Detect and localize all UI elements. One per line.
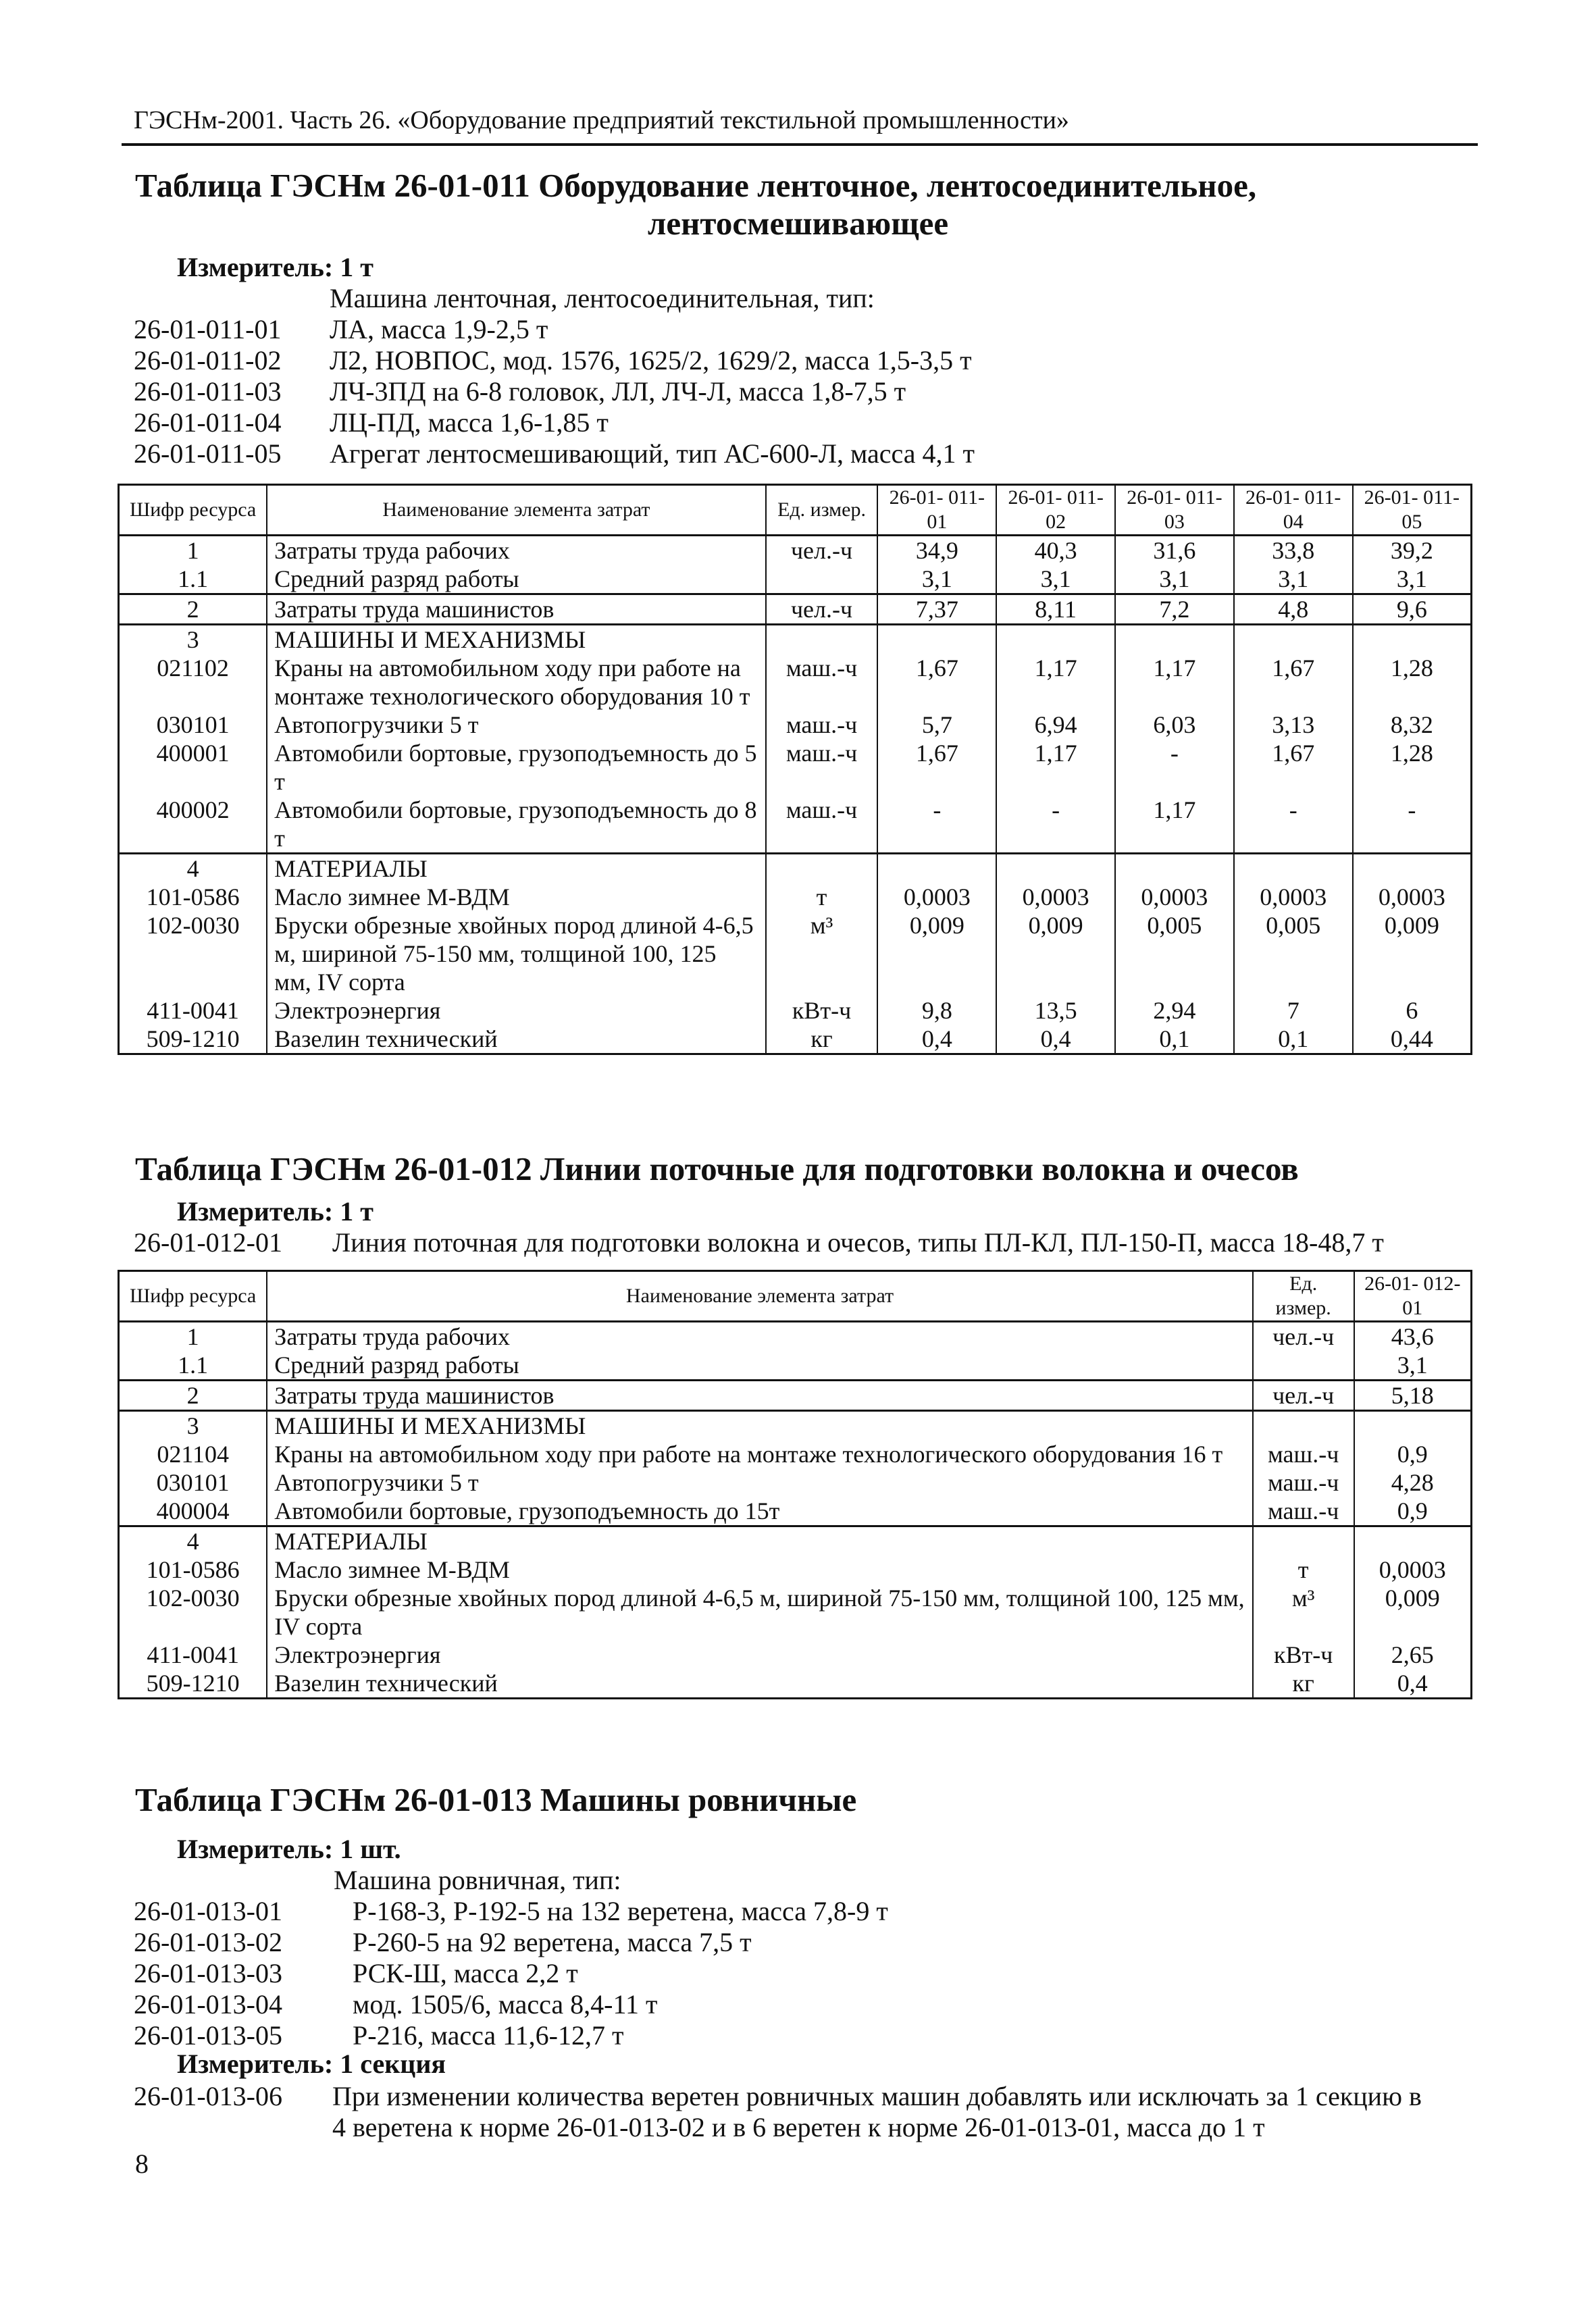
- table-011-intro: Машина ленточная, лентосоединительная, тип:: [330, 283, 875, 313]
- resource-code: 509-1210: [119, 1025, 267, 1054]
- header-col: 26-01- 011-04: [1234, 485, 1353, 536]
- norm-value: 7,37: [877, 594, 996, 625]
- item-code: 26-01-011-01: [134, 314, 282, 344]
- row-group: [119, 625, 1472, 854]
- table-011-title: Таблица ГЭСНм 26-01-011 Оборудование ленточное, лентосоединительное,: [135, 167, 1257, 204]
- resource-code: 509-1210: [119, 1669, 267, 1699]
- norm-value: 39,2: [1353, 536, 1472, 565]
- cost-element-name: Автомобили бортовые, грузоподъемность до 5 т: [267, 739, 765, 796]
- table-row: [119, 1411, 1472, 1441]
- table-011-title-cont: лентосмешивающее: [647, 205, 949, 242]
- norm-value: 8,32: [1353, 711, 1472, 739]
- table-012-measure: Измеритель: 1 т: [177, 1196, 374, 1227]
- norm-value: 3,1: [1115, 565, 1234, 594]
- norm-value: 1,67: [1234, 739, 1353, 796]
- resource-code: 1: [119, 536, 267, 565]
- table-row: [119, 1497, 1472, 1526]
- unit: кг: [766, 1025, 878, 1054]
- item-description: Р-216, масса 11,6-12,7 т: [353, 2020, 624, 2051]
- norm-value: 6: [1353, 996, 1472, 1025]
- item-description-cont: 4 веретена к норме 26-01-013-02 и в 6 веретен к норме 26-01-013-01, масса до 1 т: [332, 2112, 1265, 2142]
- norm-value: 2,65: [1354, 1641, 1472, 1669]
- norm-value: 0,1: [1234, 1025, 1353, 1054]
- cost-element-name: МАШИНЫ И МЕХАНИЗМЫ: [267, 625, 765, 654]
- table-row: [119, 796, 1472, 854]
- resource-code: 030101: [119, 711, 267, 739]
- unit: м³: [766, 911, 878, 996]
- cost-element-name: Затраты труда рабочих: [267, 536, 765, 565]
- unit: чел.-ч: [1253, 1322, 1354, 1352]
- norm-value: 0,0003: [1234, 883, 1353, 911]
- resource-code: 4: [119, 854, 267, 883]
- row-group: [119, 1526, 1472, 1699]
- norm-value: 0,005: [1234, 911, 1353, 996]
- table-row: [119, 536, 1472, 565]
- norm-value: 6,03: [1115, 711, 1234, 739]
- table-012-header: [119, 1271, 1472, 1322]
- item-code: 26-01-011-02: [134, 345, 282, 376]
- norm-value: [996, 854, 1115, 883]
- norm-value: 33,8: [1234, 536, 1353, 565]
- running-header: ГЭСНм-2001. Часть 26. «Оборудование предприятий текстильной промышленности»: [134, 106, 1069, 134]
- cost-element-name: Вазелин технический: [267, 1669, 1252, 1699]
- norm-value: 0,009: [1353, 911, 1472, 996]
- norm-value: 0,1: [1115, 1025, 1234, 1054]
- unit: т: [1253, 1555, 1354, 1584]
- item-description: ЛЧ-3ПД на 6-8 головок, ЛЛ, ЛЧ-Л, масса 1,8-7,5 т: [330, 376, 906, 407]
- norm-value: [1354, 1526, 1472, 1556]
- norm-value: 2,94: [1115, 996, 1234, 1025]
- table-row: [119, 1440, 1472, 1468]
- unit: кг: [1253, 1669, 1354, 1699]
- norm-value: 31,6: [1115, 536, 1234, 565]
- table-row: [119, 565, 1472, 594]
- table-011-measure: Измеритель: 1 т: [177, 252, 374, 282]
- cost-element-name: Бруски обрезные хвойных пород длиной 4-6,5 м, шириной 75-150 мм, толщиной 100, 125 мм, IV сорта: [267, 1584, 1252, 1641]
- unit: кВт-ч: [766, 996, 878, 1025]
- norm-value: 3,1: [1353, 565, 1472, 594]
- row-group: [119, 536, 1472, 594]
- header-code: Шифр ресурса: [119, 485, 267, 536]
- table-row: [119, 854, 1472, 883]
- norm-value: 1,17: [996, 739, 1115, 796]
- norm-value: 3,13: [1234, 711, 1353, 739]
- norm-value: 1,28: [1353, 654, 1472, 711]
- cost-element-name: Средний разряд работы: [267, 565, 765, 594]
- cost-element-name: Вазелин технический: [267, 1025, 765, 1054]
- unit: маш.-ч: [766, 796, 878, 854]
- norm-value: 1,17: [996, 654, 1115, 711]
- resource-code: 021104: [119, 1440, 267, 1468]
- table-row: [119, 1641, 1472, 1669]
- norm-value: 1,17: [1115, 654, 1234, 711]
- cost-element-name: Краны на автомобильном ходу при работе на монтаже технологического оборудования 10 т: [267, 654, 765, 711]
- norm-value: 5,7: [877, 711, 996, 739]
- norm-value: 5,18: [1354, 1381, 1472, 1411]
- item-code: 26-01-011-04: [134, 407, 282, 438]
- header-unit: Ед. измер.: [766, 485, 878, 536]
- unit: т: [766, 883, 878, 911]
- norm-value: 3,1: [1234, 565, 1353, 594]
- norm-value: 7: [1234, 996, 1353, 1025]
- table-row: [119, 739, 1472, 796]
- norm-value: 0,0003: [1115, 883, 1234, 911]
- resource-code: 1.1: [119, 1351, 267, 1381]
- norm-value: 0,44: [1353, 1025, 1472, 1054]
- unit: [1253, 1526, 1354, 1556]
- table-row: [119, 1526, 1472, 1556]
- header-col: 26-01- 011-03: [1115, 485, 1234, 536]
- resource-code: 101-0586: [119, 1555, 267, 1584]
- row-group: [119, 854, 1472, 1054]
- cost-element-name: Затраты труда рабочих: [267, 1322, 1252, 1352]
- norm-value: 0,4: [877, 1025, 996, 1054]
- item-description: Р-260-5 на 92 веретена, масса 7,5 т: [353, 1927, 752, 1957]
- resource-code: 1: [119, 1322, 267, 1352]
- row-group: [119, 1322, 1472, 1381]
- cost-element-name: Электроэнергия: [267, 1641, 1252, 1669]
- norm-value: 0,0003: [1354, 1555, 1472, 1584]
- item-code: 26-01-013-03: [134, 1958, 282, 1988]
- norm-value: -: [1115, 739, 1234, 796]
- resource-code: 400002: [119, 796, 267, 854]
- norm-value: 1,28: [1353, 739, 1472, 796]
- item-description: Р-168-3, Р-192-5 на 132 веретена, масса 7,8-9 т: [353, 1896, 888, 1926]
- cost-element-name: Автомобили бортовые, грузоподъемность до 15т: [267, 1497, 1252, 1526]
- item-description: При изменении количества веретен ровничных машин добавлять или исключать за 1 секцию в: [332, 2081, 1422, 2111]
- resource-code: 4: [119, 1526, 267, 1556]
- table-013-measure: Измеритель: 1 шт.: [177, 1834, 401, 1864]
- norm-value: 4,8: [1234, 594, 1353, 625]
- item-description: Агрегат лентосмешивающий, тип АС-600-Л, масса 4,1 т: [330, 438, 975, 469]
- table-row: [119, 1322, 1472, 1352]
- cost-element-name: Автомобили бортовые, грузоподъемность до 8 т: [267, 796, 765, 854]
- resource-code: 030101: [119, 1468, 267, 1497]
- unit: [766, 625, 878, 654]
- unit: чел.-ч: [766, 594, 878, 625]
- norm-value: 34,9: [877, 536, 996, 565]
- item-code: 26-01-012-01: [134, 1227, 282, 1258]
- table-row: [119, 883, 1472, 911]
- item-code: 26-01-013-01: [134, 1896, 282, 1926]
- norm-value: 0,0003: [877, 883, 996, 911]
- cost-element-name: Масло зимнее М-ВДМ: [267, 883, 765, 911]
- resource-code: 411-0041: [119, 996, 267, 1025]
- norm-value: 6,94: [996, 711, 1115, 739]
- table-row: [119, 1555, 1472, 1584]
- norm-value: [1234, 625, 1353, 654]
- norm-value: 9,6: [1353, 594, 1472, 625]
- resource-code: 102-0030: [119, 911, 267, 996]
- item-description: РСК-Ш, масса 2,2 т: [353, 1958, 578, 1988]
- item-description: мод. 1505/6, масса 8,4-11 т: [353, 1989, 658, 2020]
- norm-value: 1,67: [877, 654, 996, 711]
- item-code: 26-01-013-02: [134, 1927, 282, 1957]
- norm-value: 0,0003: [1353, 883, 1472, 911]
- norm-value: -: [996, 796, 1115, 854]
- unit: [1253, 1351, 1354, 1381]
- resource-code: 102-0030: [119, 1584, 267, 1641]
- table-011-header: [119, 485, 1472, 536]
- norm-value: 13,5: [996, 996, 1115, 1025]
- unit: маш.-ч: [1253, 1440, 1354, 1468]
- resource-code: 3: [119, 625, 267, 654]
- norm-value: 0,009: [996, 911, 1115, 996]
- item-code: 26-01-013-04: [134, 1989, 282, 2020]
- header-rule: [122, 143, 1478, 146]
- norm-value: 0,0003: [996, 883, 1115, 911]
- norm-value: 40,3: [996, 536, 1115, 565]
- norm-value: 9,8: [877, 996, 996, 1025]
- norm-value: 0,009: [877, 911, 996, 996]
- cost-element-name: Электроэнергия: [267, 996, 765, 1025]
- norm-value: -: [877, 796, 996, 854]
- table-row: [119, 1025, 1472, 1054]
- norm-value: 1,67: [877, 739, 996, 796]
- item-description: ЛЦ-ПД, масса 1,6-1,85 т: [330, 407, 609, 438]
- unit: кВт-ч: [1253, 1641, 1354, 1669]
- norm-value: [1353, 625, 1472, 654]
- norm-value: 7,2: [1115, 594, 1234, 625]
- norm-value: 0,4: [1354, 1669, 1472, 1699]
- cost-element-name: Затраты труда машинистов: [267, 1381, 1252, 1411]
- resource-code: 3: [119, 1411, 267, 1441]
- item-code: 26-01-013-05: [134, 2020, 282, 2051]
- item-code: 26-01-013-06: [134, 2081, 282, 2111]
- table-row: [119, 1468, 1472, 1497]
- norm-value: 0,4: [996, 1025, 1115, 1054]
- norm-value: [1115, 625, 1234, 654]
- cost-element-name: МАШИНЫ И МЕХАНИЗМЫ: [267, 1411, 1252, 1441]
- table-row: [119, 911, 1472, 996]
- row-group: [119, 594, 1472, 625]
- row-group: [119, 1381, 1472, 1411]
- unit: [1253, 1411, 1354, 1441]
- resource-code: 411-0041: [119, 1641, 267, 1669]
- resource-code: 400004: [119, 1497, 267, 1526]
- cost-element-name: Автопогрузчики 5 т: [267, 1468, 1252, 1497]
- item-description: Линия поточная для подготовки волокна и очесов, типы ПЛ-КЛ, ПЛ-150-П, масса 18-48,7 т: [332, 1227, 1384, 1258]
- unit: маш.-ч: [766, 711, 878, 739]
- norm-value: 0,9: [1354, 1497, 1472, 1526]
- norm-value: -: [1234, 796, 1353, 854]
- header-col: 26-01- 011-01: [877, 485, 996, 536]
- table-row: [119, 654, 1472, 711]
- norm-value: -: [1353, 796, 1472, 854]
- resource-code: 2: [119, 1381, 267, 1411]
- table-row: [119, 1584, 1472, 1641]
- cost-element-name: Бруски обрезные хвойных пород длиной 4-6,5 м, шириной 75-150 мм, толщиной 100, 125 мм, IV сорта: [267, 911, 765, 996]
- cost-element-name: Средний разряд работы: [267, 1351, 1252, 1381]
- resource-code: 400001: [119, 739, 267, 796]
- unit: маш.-ч: [766, 654, 878, 711]
- table-row: [119, 1351, 1472, 1381]
- table-row: [119, 711, 1472, 739]
- table-013-intro: Машина ровничная, тип:: [334, 1865, 621, 1895]
- cost-element-name: Краны на автомобильном ходу при работе на монтаже технологического оборудования 16 т: [267, 1440, 1252, 1468]
- table-row: [119, 625, 1472, 654]
- item-description: ЛА, масса 1,9-2,5 т: [330, 314, 548, 344]
- norm-value: 0,005: [1115, 911, 1234, 996]
- item-code: 26-01-011-05: [134, 438, 282, 469]
- unit: чел.-ч: [1253, 1381, 1354, 1411]
- cost-element-name: Масло зимнее М-ВДМ: [267, 1555, 1252, 1584]
- table-012: [118, 1270, 1472, 1699]
- norm-value: 4,28: [1354, 1468, 1472, 1497]
- norm-value: [996, 625, 1115, 654]
- unit: [766, 565, 878, 594]
- norm-value: [1353, 854, 1472, 883]
- cost-element-name: МАТЕРИАЛЫ: [267, 854, 765, 883]
- cost-element-name: Затраты труда машинистов: [267, 594, 765, 625]
- norm-value: 43,6: [1354, 1322, 1472, 1352]
- resource-code: 101-0586: [119, 883, 267, 911]
- table-row: [119, 1381, 1472, 1411]
- unit: маш.-ч: [766, 739, 878, 796]
- header-col: 26-01- 011-02: [996, 485, 1115, 536]
- norm-value: [1354, 1411, 1472, 1441]
- norm-value: 3,1: [996, 565, 1115, 594]
- header-name: Наименование элемента затрат: [267, 485, 765, 536]
- table-012-title: Таблица ГЭСНм 26-01-012 Линии поточные для подготовки волокна и очесов: [135, 1150, 1299, 1187]
- header-unit: Ед. измер.: [1253, 1271, 1354, 1322]
- norm-value: [877, 854, 996, 883]
- norm-value: 8,11: [996, 594, 1115, 625]
- page-number: 8: [135, 2149, 149, 2179]
- item-code: 26-01-011-03: [134, 376, 282, 407]
- norm-value: 0,009: [1354, 1584, 1472, 1641]
- norm-value: 1,17: [1115, 796, 1234, 854]
- table-row: [119, 1669, 1472, 1699]
- norm-value: 0,9: [1354, 1440, 1472, 1468]
- norm-value: 3,1: [877, 565, 996, 594]
- cost-element-name: Автопогрузчики 5 т: [267, 711, 765, 739]
- unit: [766, 854, 878, 883]
- norm-value: 3,1: [1354, 1351, 1472, 1381]
- cost-element-name: МАТЕРИАЛЫ: [267, 1526, 1252, 1556]
- norm-value: 1,67: [1234, 654, 1353, 711]
- table-row: [119, 996, 1472, 1025]
- item-description: Л2, НОВПОС, мод. 1576, 1625/2, 1629/2, масса 1,5-3,5 т: [330, 345, 972, 376]
- row-group: [119, 1411, 1472, 1526]
- resource-code: 021102: [119, 654, 267, 711]
- header-col: 26-01- 011-05: [1353, 485, 1472, 536]
- header-code: Шифр ресурса: [119, 1271, 267, 1322]
- unit: м³: [1253, 1584, 1354, 1641]
- norm-value: [877, 625, 996, 654]
- norm-value: [1234, 854, 1353, 883]
- norm-value: [1115, 854, 1234, 883]
- header-col: 26-01- 012-01: [1354, 1271, 1472, 1322]
- unit: маш.-ч: [1253, 1497, 1354, 1526]
- resource-code: 1.1: [119, 565, 267, 594]
- resource-code: 2: [119, 594, 267, 625]
- table-013-measure-section: Измеритель: 1 секция: [177, 2049, 446, 2079]
- table-013-title: Таблица ГЭСНм 26-01-013 Машины ровничные: [135, 1781, 857, 1818]
- unit: чел.-ч: [766, 536, 878, 565]
- table-row: [119, 594, 1472, 625]
- table-011: [118, 484, 1472, 1055]
- header-name: Наименование элемента затрат: [267, 1271, 1252, 1322]
- unit: маш.-ч: [1253, 1468, 1354, 1497]
